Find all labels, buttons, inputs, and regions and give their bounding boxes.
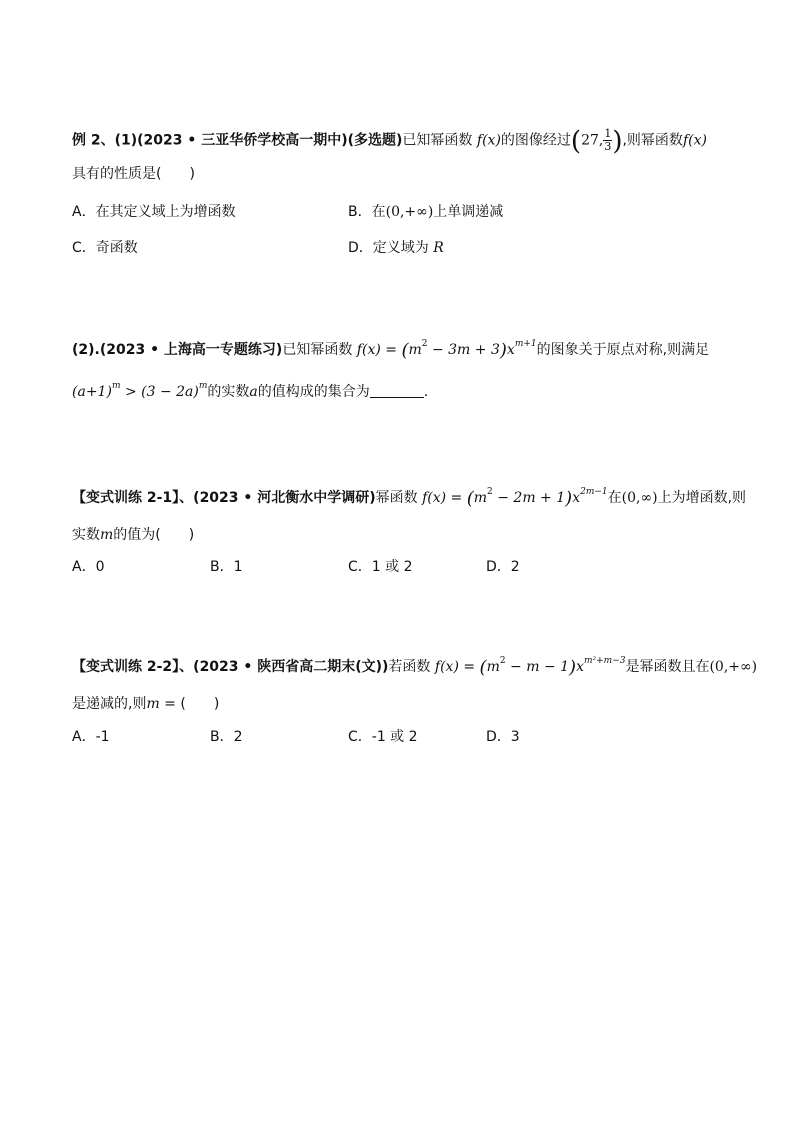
question-source: 【变式训练 2-2】、(2023 • 陕西省高二期末(文))	[72, 659, 389, 675]
answer-blank[interactable]	[370, 383, 424, 398]
interval-zero-to-inf: (0,+∞)	[385, 204, 434, 220]
question-source: (2).(2023 • 上海高一专题练习)	[72, 342, 283, 358]
power-function-formula: $f(x) = (m^2 - m - 1)x^{m^2+m-3}$	[434, 656, 626, 678]
example-2-question-line1: 例 2、(1)(2023 • 三亚华侨学校高一期中)(多选题)已知幂函数 f(x)的图像经过(27, $\frac{1}{3}$ ),则幂函数f(x)	[72, 126, 707, 157]
example-2-part2-line2: $(a+1)^m > (3 - 2a)^m$的实数a的值构成的集合为 .	[72, 381, 429, 400]
variant-2-1-line1: 【变式训练 2-1】、(2023 • 河北衡水中学调研)幂函数 $f(x) = (m^2 - 2m + 1)x^{2m-1}$在(0,∞)上为增函数,则	[72, 487, 747, 509]
power-function-formula: $f(x) = (m^2 - 3m + 3)x^{m+1}$	[356, 339, 537, 361]
example-2-part2-line1: (2).(2023 • 上海高一专题练习)已知幂函数 $f(x) = (m^2 - 3m + 3)x^{m+1}$的图象关于原点对称,则满足	[72, 339, 710, 361]
option-b: B．在(0,+∞)上单调递减	[348, 204, 504, 220]
variant-2-2-line1: 【变式训练 2-2】、(2023 • 陕西省高二期末(文))若函数 $f(x) = (m^2 - m - 1)x^{m^2+m-3}$是幂函数且在(0,+∞)	[72, 656, 758, 678]
option-b: B．1	[210, 559, 243, 575]
option-a: A．0	[72, 559, 105, 575]
option-c: C．1 或 2	[348, 559, 413, 575]
option-c: C．-1 或 2	[348, 729, 418, 745]
option-d: D．3	[486, 729, 520, 745]
example-2-question-line2: 具有的性质是( )	[72, 166, 195, 182]
question-source: 例 2、(1)(2023 • 三亚华侨学校高一期中)(多选题)	[72, 132, 403, 149]
fraction-one-third: $\frac{1}{3}$	[604, 127, 612, 153]
option-d: D．2	[486, 559, 520, 575]
option-a: A．-1	[72, 729, 110, 745]
inequality-formula: $(a+1)^m > (3 - 2a)^m$	[72, 381, 208, 400]
question-source: 【变式训练 2-1】、(2023 • 河北衡水中学调研)	[72, 490, 376, 506]
variant-2-2-line2: 是递减的,则m = ( )	[72, 696, 220, 712]
option-d: D．定义域为 R	[348, 240, 444, 256]
option-b: B．2	[210, 729, 243, 745]
option-a: A．在其定义域上为增函数	[72, 204, 236, 220]
variant-2-1-line2: 实数m的值为( )	[72, 527, 195, 543]
formula-f-x: f(x)	[476, 132, 501, 149]
power-function-formula: $f(x) = (m^2 - 2m + 1)x^{2m-1}$	[422, 487, 608, 509]
option-c: C．奇函数	[72, 240, 138, 256]
